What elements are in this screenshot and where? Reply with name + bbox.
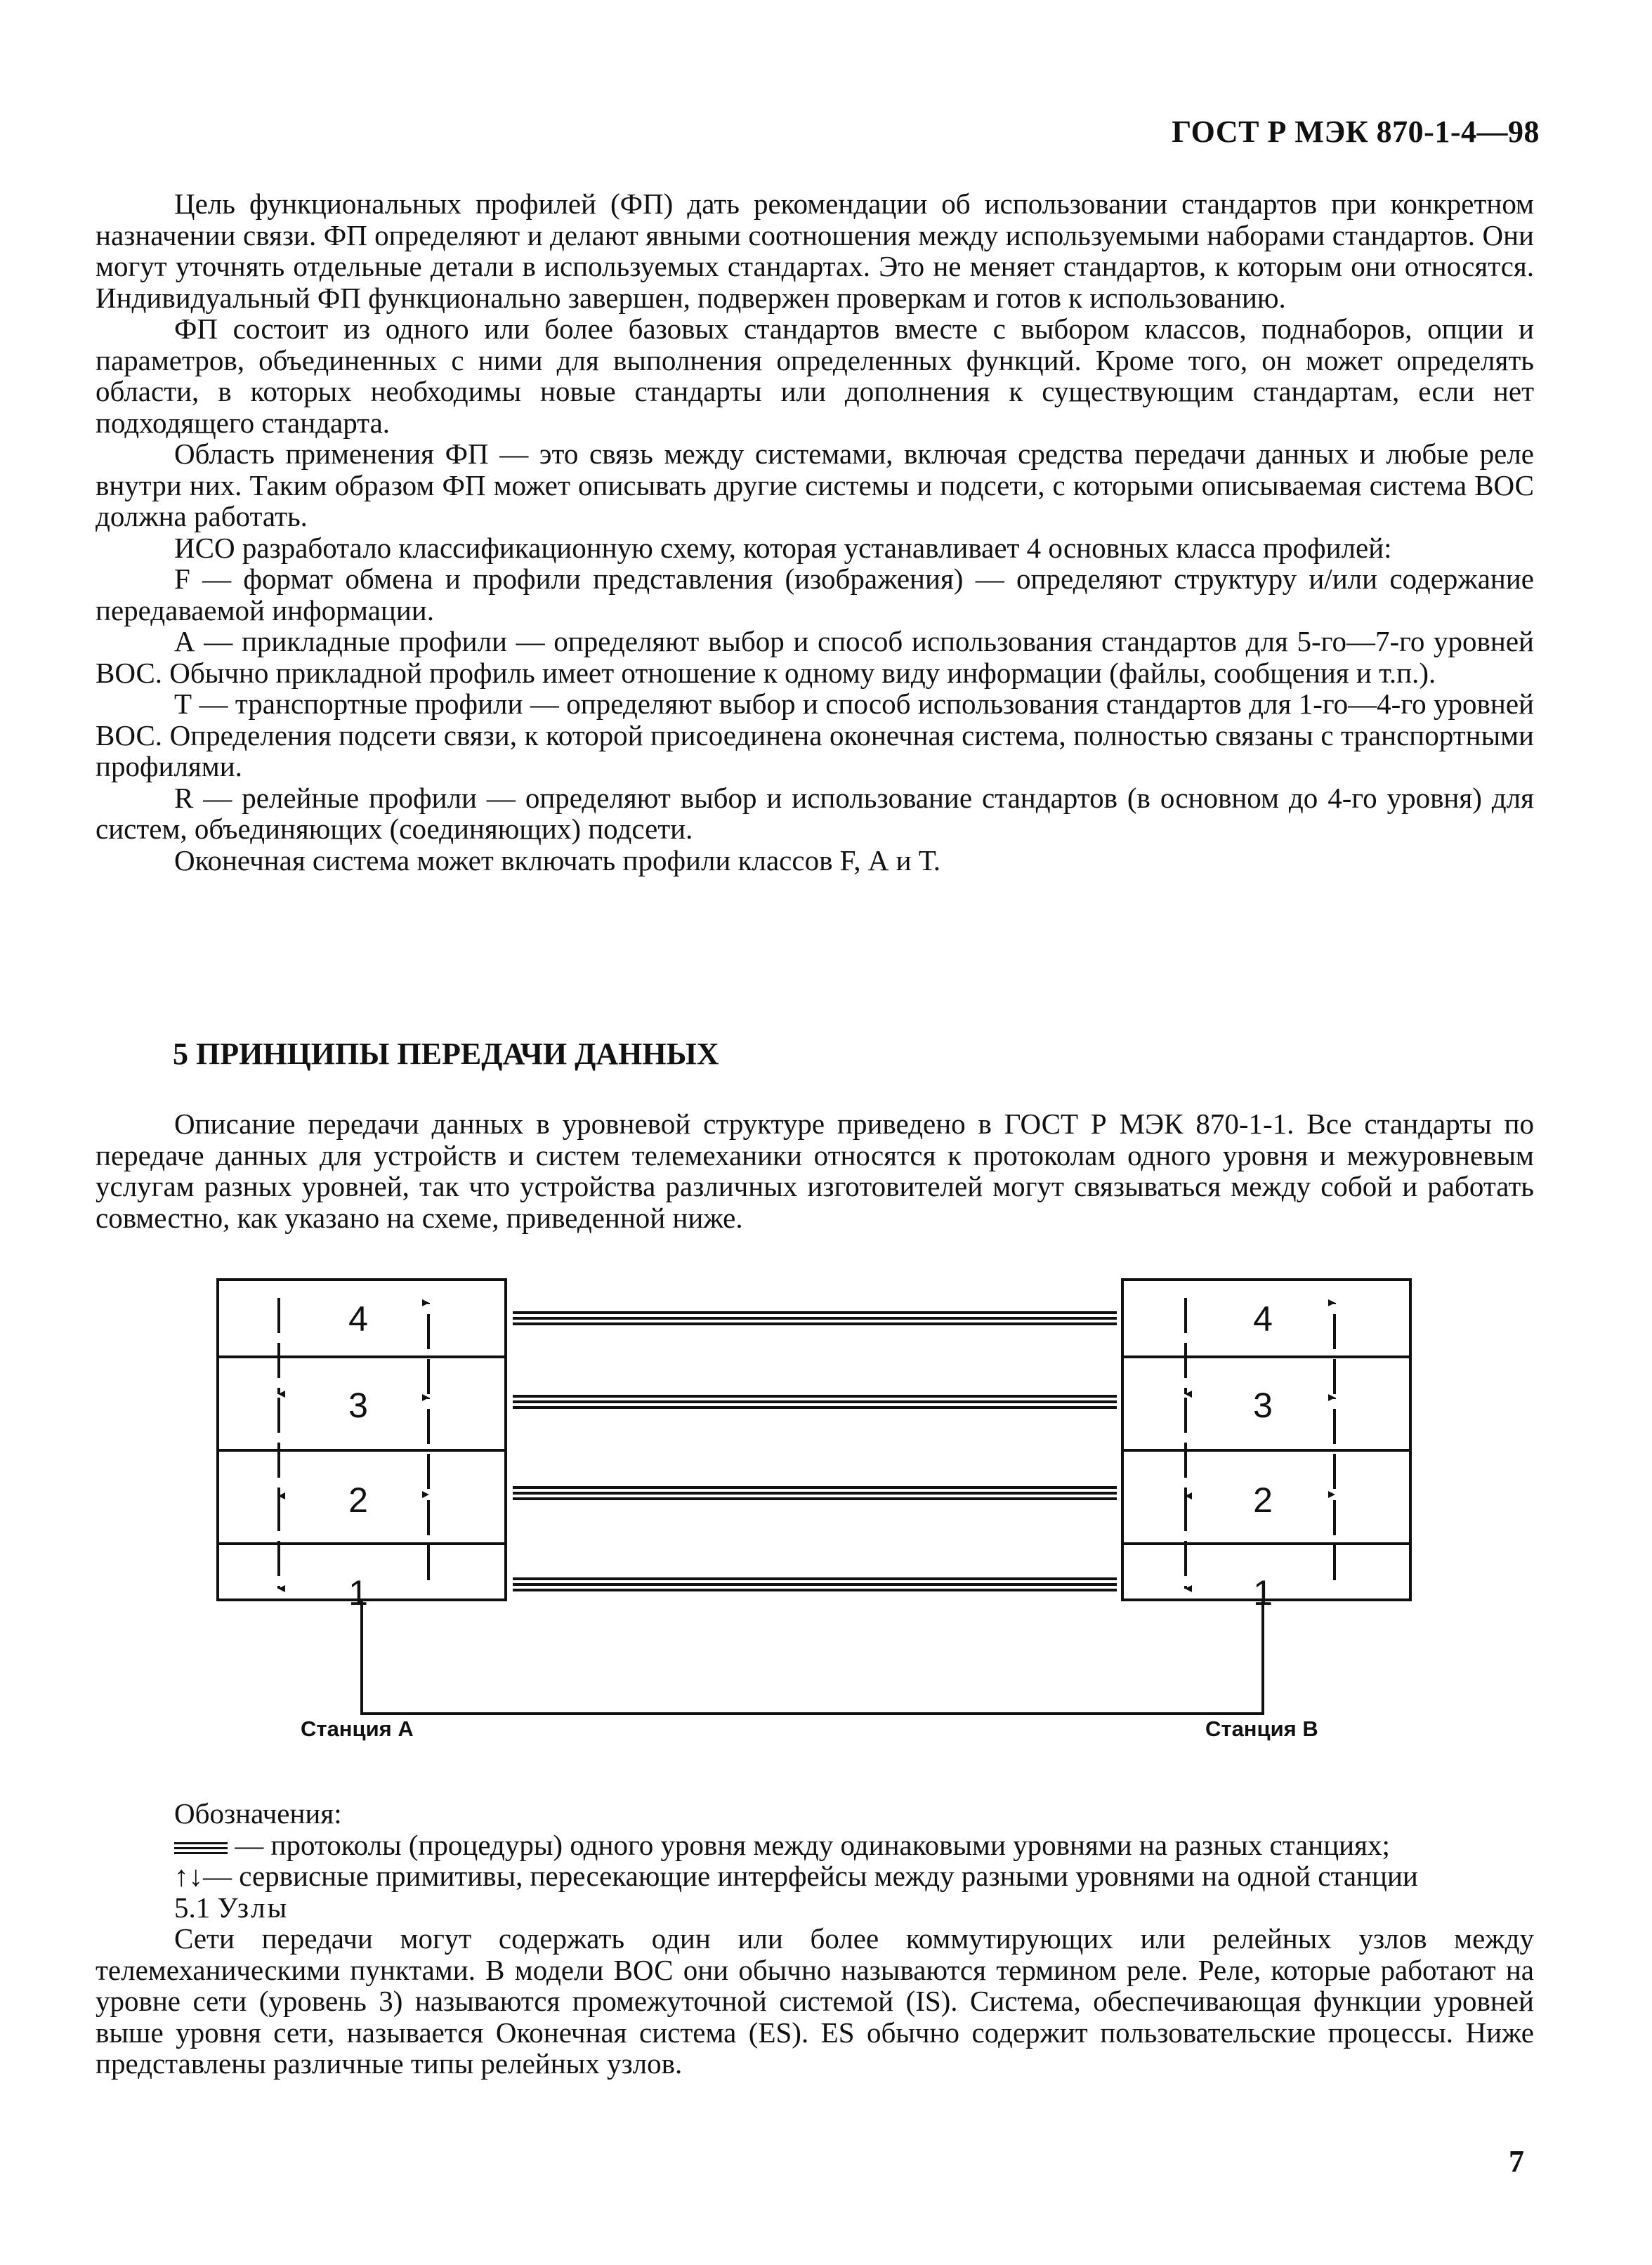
intro-text (96, 188, 1534, 876)
level-label: 3 (348, 1386, 368, 1425)
peer-protocol-lines (513, 1313, 1117, 1590)
level-label: 4 (1253, 1299, 1273, 1339)
layer-diagram (0, 1250, 1652, 1742)
physical-link (362, 1600, 1263, 1714)
legend-item-text: — протоколы (процедуры) одного уровня между одинаковыми уровнями на разных станциях; (228, 1828, 1390, 1861)
level-label: 4 (348, 1299, 368, 1339)
subsection-title (96, 1892, 1534, 1924)
section-text (96, 1108, 1534, 1233)
section-heading: 5 ПРИНЦИПЫ ПЕРЕДАЧИ ДАННЫХ (173, 1037, 719, 1071)
paragraph: Описание передачи данных в уровневой структуре приведено в ГОСТ Р МЭК 870-1-1. Все стандарты по передаче данных для устройств и систем телемеханики относятся к протоколам одного уровня и межуровневым услугам разных уровней, так что устройства различных изготовителей могут связываться между собой и работать совместно, как указано на схеме, приведенной ниже. (96, 1108, 1534, 1234)
level-label: 1 (1253, 1573, 1273, 1613)
level-label: 3 (1253, 1386, 1273, 1425)
paragraph: Т — транспортные профили — определяют выбор и способ использования стандартов для 1-го—4-го уровней ВОС. Определения подсети связи, к которой присоединена оконечная система, полностью связаны с транспортными профилями. (96, 688, 1534, 782)
up-down-arrows-icon: ↑↓ (174, 1860, 203, 1892)
legend-item (96, 1830, 1534, 1861)
triple-line-icon (174, 1839, 228, 1856)
level-label: 2 (1253, 1481, 1273, 1520)
paragraph: Цель функциональных профилей (ФП) дать рекомендации об использовании стандартов при конкретном назначении связи. ФП определяют и делают явными соотношения между используемыми наборами стандартов. Они могут уточнять отдельные детали в используемых стандартах. Это не меняет стандартов, к которым они относятся. Индивидуальный ФП функционально завершен, подвержен проверкам и готов к использованию. (96, 188, 1534, 314)
page-number: 7 (1509, 2144, 1524, 2179)
station-a-label: Станция А (301, 1716, 414, 1741)
paragraph: R — релейные профили — определяют выбор и использование стандартов (в основном до 4-го уровня) для систем, объединяющих (соединяющих) подсети. (96, 781, 1534, 845)
level-label: 2 (348, 1481, 368, 1520)
document-header: ГОСТ Р МЭК 870-1-4—98 (1172, 114, 1540, 149)
paragraph: ФП состоит из одного или более базовых стандартов вместе с выбором классов, поднаборов, опции и параметров, объединенных с ними для выполнения определенных функций. Кроме того, он может определять области, в которых необходимы новые стандарты или дополнения к существующим стандартам, если нет подходящего стандарта. (96, 313, 1534, 439)
level-label: 1 (348, 1573, 368, 1613)
subsection-number: 5.1 (174, 1891, 218, 1924)
paragraph: Оконечная система может включать профили классов F, А и Т. (174, 843, 940, 877)
paragraph: F — формат обмена и профили представления (изображения) — определяют структуру и/или содержание передаваемой информации. (96, 563, 1534, 626)
legend-item (96, 1860, 1534, 1892)
paragraph: А — прикладные профили — определяют выбор и способ использования стандартов для 5-го—7-го уровней ВОС. Обычно прикладной профиль имеет отношение к одному виду информации (файлы, сообщения и т.п.). (96, 625, 1534, 689)
paragraph: Область применения ФП — это связь между системами, включая средства передачи данных и любые реле внутри них. Таким образом ФП может описывать другие системы и подсети, с которыми описываемая система ВОС должна работать. (96, 438, 1534, 532)
legend-title: Обозначения: (174, 1797, 342, 1830)
subsection-name: Узлы (217, 1891, 289, 1924)
paragraph: Сети передачи могут содержать один или более коммутирующих или релейных узлов между телемеханическими пунктами. В модели ВОС они обычно называются термином реле. Реле, которые работают на уровне сети (уровень 3) называются промежуточной системой (IS). Система, обеспечивающая функции уровней выше уровня сети, называется Оконечная система (ES). ES обычно содержит пользовательские процессы. Ниже представлены различные типы релейных узлов. (96, 1922, 1534, 2080)
paragraph: ИСО разработало классификационную схему, которая устанавливает 4 основных класса профилей: (174, 531, 1392, 564)
station-b-label: Станция В (1205, 1716, 1318, 1741)
legend (96, 1798, 1534, 2080)
legend-item-text: — сервисные примитивы, пересекающие интерфейсы между разными уровнями на одной станции (203, 1860, 1418, 1892)
